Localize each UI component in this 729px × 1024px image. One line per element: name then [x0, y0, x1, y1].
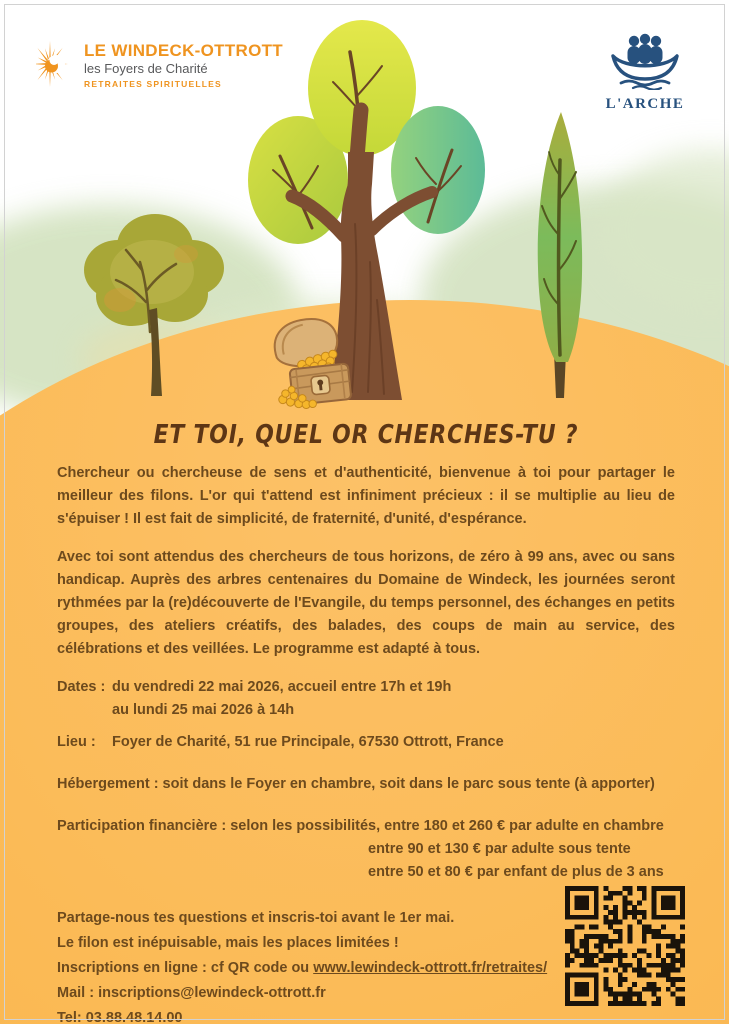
intro-paragraph-2: Avec toi sont attendus des chercheurs de tous horizons, de zéro à 99 ans, avec ou sans handicap. Auprès des arbres centenaires du Domaine de Windeck, les journées seront rythmées par la (re)découverte de l'Evangile, du temps personnel, des échanges en petits groupes, des ateliers créatifs, des balades, des coups de main au service, des célébrations et des veillées. Le programme est adapté à tous. — [57, 549, 675, 657]
brand-title: LE WINDECK-OTTROTT — [84, 41, 283, 60]
inscription-link[interactable]: www.lewindeck-ottrott.fr/retraites/ — [313, 960, 548, 976]
arche-boat-icon — [606, 30, 684, 90]
right-tree — [538, 112, 582, 398]
participation-line-3: entre 50 et 80 € par enfant de plus de 3 ans — [368, 864, 664, 880]
brand-subtitle: les Foyers de Charité — [84, 61, 208, 76]
page-title: ET TOI, QUEL OR CHERCHES-TU ? — [153, 420, 579, 450]
windeck-logo — [36, 34, 283, 94]
qr-code — [565, 886, 685, 1006]
contact-line-3: Inscriptions en ligne : cf QR code ou www.lewindeck-ottrott.fr/retraites/ — [57, 960, 548, 976]
hebergement-line: Hébergement : soit dans le Foyer en chambre, soit dans le parc sous tente (à apporter) — [57, 776, 655, 792]
left-tree — [84, 214, 224, 396]
dates-line-1: Dates : du vendredi 22 mai 2026, accueil entre 17h et 19h — [57, 676, 675, 699]
sun-icon — [36, 34, 76, 94]
contact-line-2: Le filon est inépuisable, mais les places limitées ! — [57, 935, 399, 951]
contact-mail: Mail : inscriptions@lewindeck-ottrott.fr — [57, 985, 326, 1001]
brand-tagline: RETRAITES SPIRITUELLES — [84, 79, 222, 89]
lieu-label: Lieu : — [57, 734, 96, 750]
dates-line-2: au lundi 25 mai 2026 à 14h — [112, 702, 295, 718]
dates-label: Dates : — [57, 679, 106, 695]
lieu-line: Lieu : Foyer de Charité, 51 rue Principale, 67530 Ottrott, France — [57, 731, 675, 754]
treasure-chest — [256, 310, 378, 414]
participation-line-1: Participation financière : selon les possibilités, entre 180 et 260 € par adulte en chambre — [57, 818, 664, 834]
contact-line-1: Partage-nous tes questions et inscris-toi avant le 1er mai. — [57, 910, 455, 926]
participation-line-2: entre 90 et 130 € par adulte sous tente — [368, 841, 631, 857]
contact-tel: Tel: 03.88.48.14.00 — [57, 1010, 183, 1024]
arche-label: L'ARCHE — [605, 96, 685, 112]
arche-logo — [595, 30, 695, 113]
intro-paragraph-1: Chercheur ou chercheuse de sens et d'authenticité, bienvenue à toi pour partager le meilleur des filons. L'or qui t'attend est infiniment précieux : il se multiplie au lieu de s'épuiser ! Il est fait de simplicité, de fraternité, d'unité, d'espérance. — [57, 465, 675, 527]
